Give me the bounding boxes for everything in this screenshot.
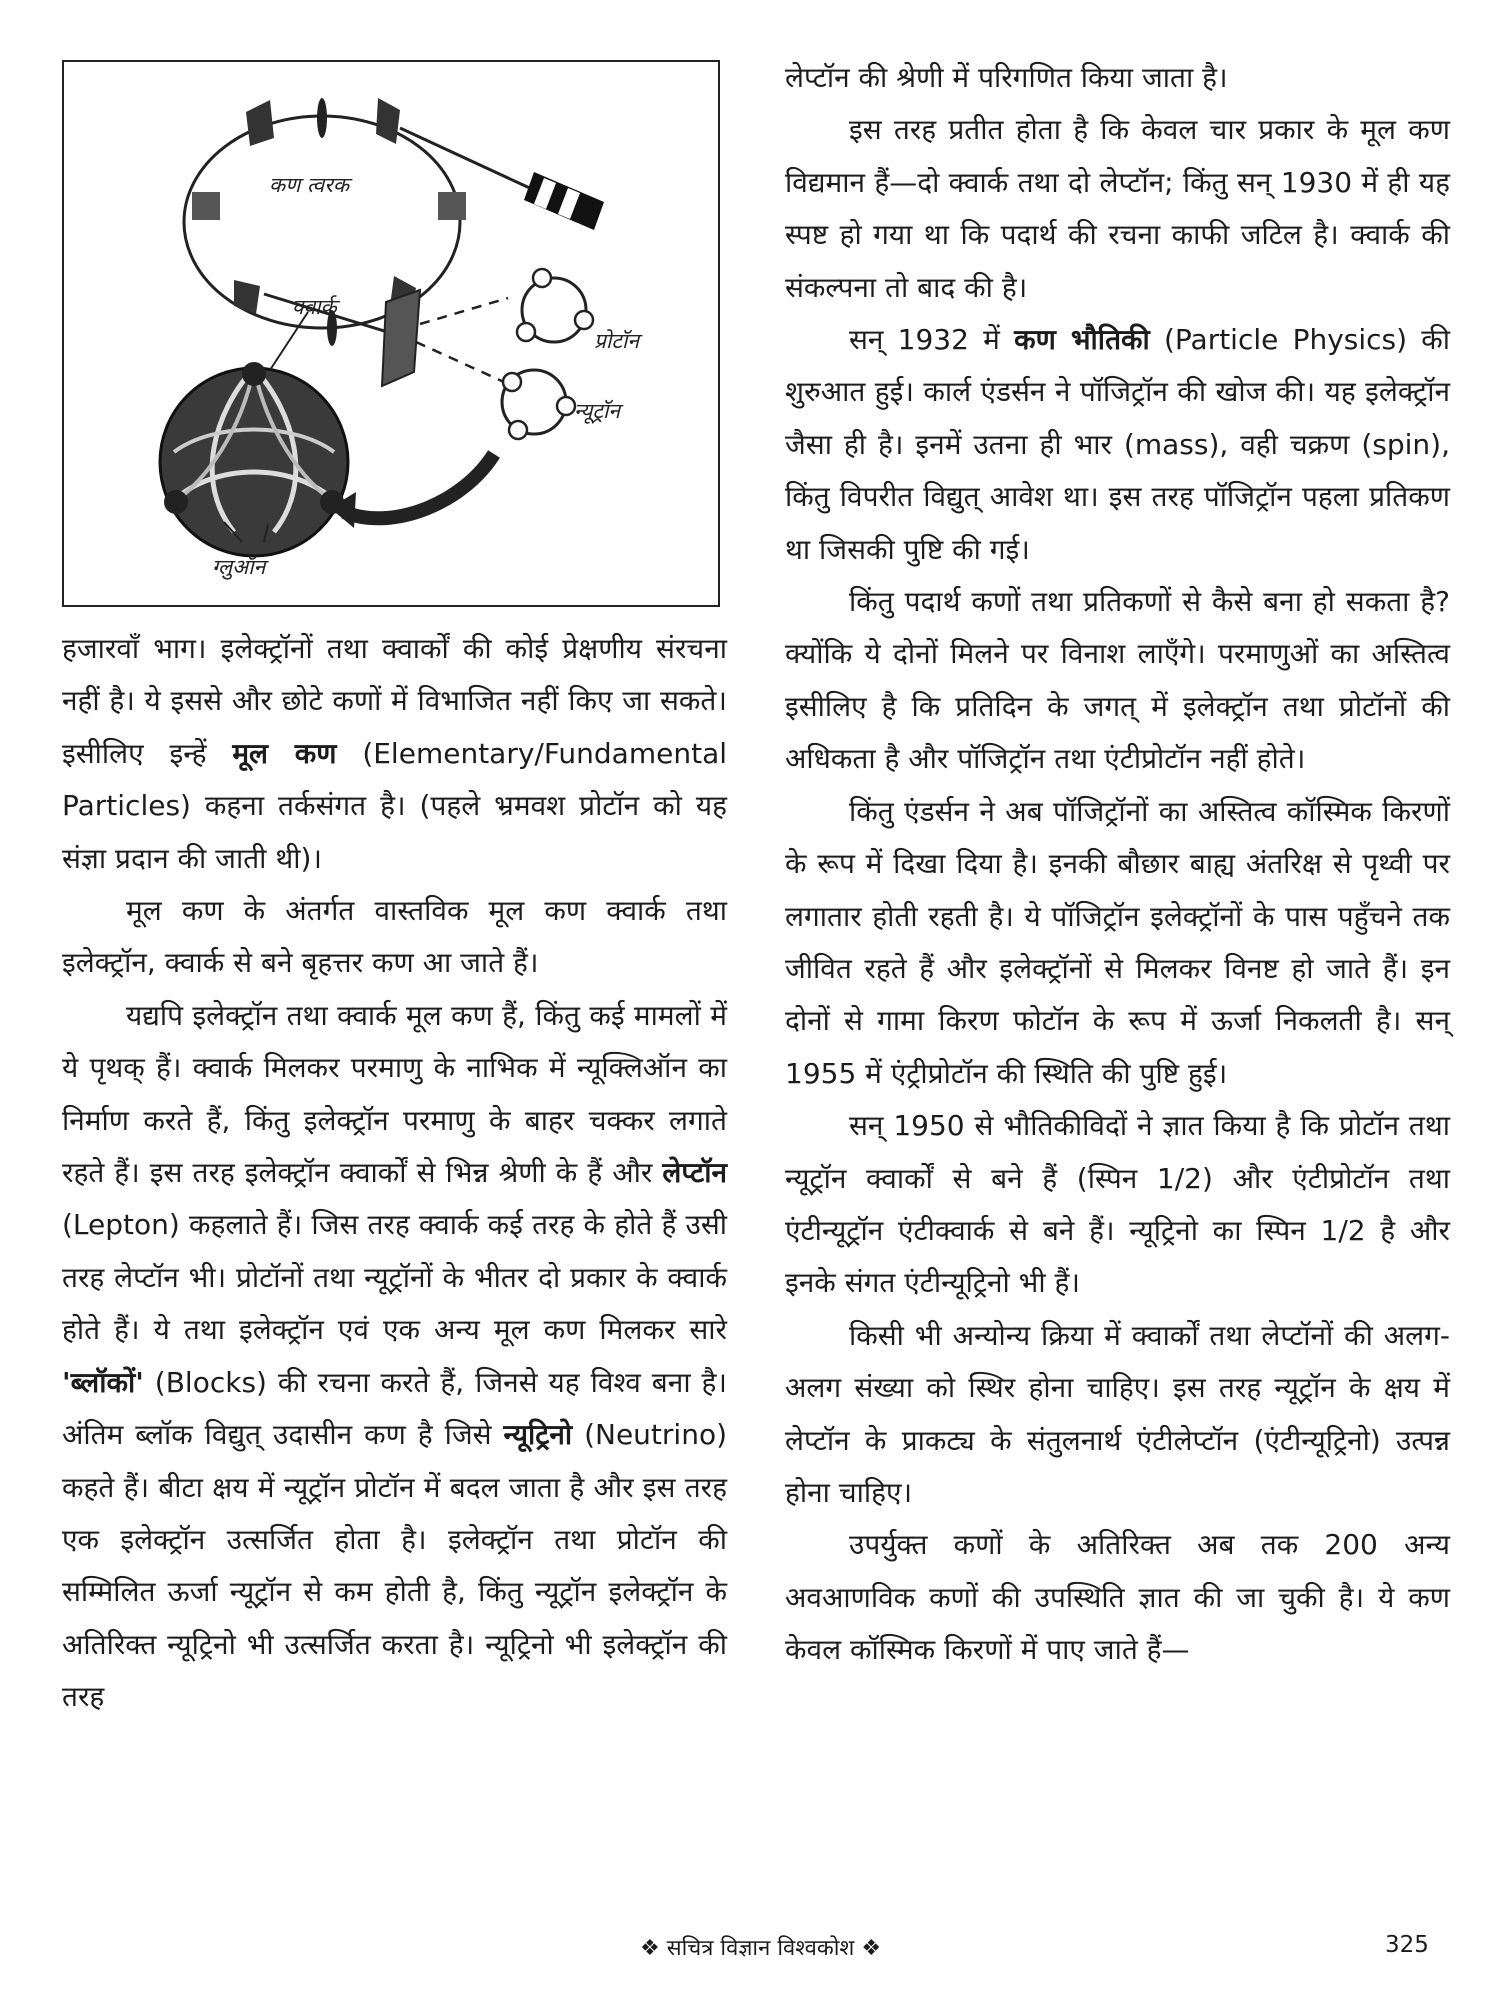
paragraph: किंतु एंडर्सन ने अब पॉजिट्रॉनों का अस्तित्व कॉस्मिक किरणों के रूप में दिखा दिया है। इनकी बौछार बाह्य अंतरिक्ष से पृथ्वी पर लगातार होती रहती है। ये पॉजिट्रॉन इलेक्ट्रॉनों के पास पहुँचने तक जीवित रहते हैं और इलेक्ट्रॉनों से मिलकर विनष्ट हो जाते हैं। इन दोनों से गामा किरण फोटॉन के रूप में ऊर्जा निकलती है। सन् 1955 में एंट्रीप्रोटॉन की स्थिति की पुष्टि हुई। [785,794,1450,1090]
label-proton: प्रोटॉन [594,329,640,353]
page-footer [0,1932,1500,1972]
paragraph: यद्यपि इलेक्ट्रॉन तथा क्वार्क मूल कण हैं, किंतु कई मामलों में ये पृथक् हैं। क्वार्क मिलकर परमाणु के नाभिक में न्यूक्लिऑन का निर्माण करते हैं, किंतु इलेक्ट्रॉन परमाणु के बाहर चक्कर लगाते रहते हैं। इस तरह इलेक्ट्रॉन क्वार्कों से भिन्न श्रेणी के हैं और लेप्टॉन (Lepton) कहलाते हैं। जिस तरह क्वार्क कई तरह के होते हैं उसी तरह लेप्टॉन भी। प्रोटॉनों तथा न्यूट्रॉनों के भीतर दो प्रकार के क्वार्क होते हैं। ये तथा इलेक्ट्रॉन एवं एक अन्य मूल कण मिलकर सारे 'ब्लॉकों' (Blocks) की रचना करते हैं, जिनसे यह विश्व बना है। अंतिम ब्लॉक विद्युत् उदासीन कण है जिसे न्यूट्रिनो (Neutrino) कहते हैं। बीटा क्षय में न्यूट्रॉन प्रोटॉन में बदल जाता है और इस तरह एक इलेक्ट्रॉन उत्सर्जित होता है। इलेक्ट्रॉन तथा प्रोटॉन की सम्मिलित ऊर्जा न्यूट्रॉन से कम होती है, किंतु न्यूट्रॉन इलेक्ट्रॉन के अतिरिक्त न्यूट्रिनो भी उत्सर्जित करता है। न्यूट्रिनो भी इलेक्ट्रॉन की तरह [62,998,727,1714]
proton-diagram [517,269,593,342]
paragraph: किंतु पदार्थ कणों तथा प्रतिकणों से कैसे बना हो सकता है? क्योंकि ये दोनों मिलने पर विनाश लाएँगे। परमाणुओं का अस्तित्व इसीलिए है कि प्रतिदिन के जगत् में इलेक्ट्रॉन तथा प्रोटॉनों की अधिकता है और पॉजिट्रॉन तथा एंटीप्रोटॉन नहीं होते। [785,585,1450,776]
paragraph: सन् 1932 में कण भौतिकी (Particle Physics) की शुरुआत हुई। कार्ल एंडर्सन ने पॉजिट्रॉन की खोज की। यह इलेक्ट्रॉन जैसा ही है। इनमें उतना ही भार (mass), वही चक्रण (spin), किंतु विपरीत विद्युत् आवेश था। इस तरह पॉजिट्रॉन पहला प्रतिकण था जिसकी पुष्टि की गई। [785,323,1450,566]
accelerator-diagram [64,62,718,605]
paragraph: मूल कण के अंतर्गत वास्तविक मूल कण क्वार्क तथा इलेक्ट्रॉन, क्वार्क से बने बृहत्तर कण आ जाते हैं। [62,894,727,980]
label-quark: क्वार्क [292,295,337,319]
left-column [62,52,727,1724]
nucleon-sphere [160,362,348,556]
left-text [62,623,727,1724]
label-accelerator: कण त्वरक [269,173,349,197]
label-gluon: ग्लुऑन [212,555,266,579]
paragraph: इस तरह प्रतीत होता है कि केवल चार प्रकार के मूल कण विद्यमान हैं—दो क्वार्क तथा दो लेप्टॉन; किंतु सन् 1930 में ही यह स्पष्ट हो गया था कि पदार्थ की रचना काफी जटिल है। क्वार्क की संकल्पना तो बाद की है। [785,113,1450,304]
right-column [785,52,1450,1677]
neutron-diagram [502,370,575,439]
paragraph: उपर्युक्त कणों के अतिरिक्त अब तक 200 अन्य अवआणविक कणों की उपस्थिति ज्ञात की जा चुकी है। ये कण केवल कॉस्मिक किरणों में पाए जाते हैं— [785,1528,1450,1667]
paragraph: हजारवाँ भाग। इलेक्ट्रॉनों तथा क्वार्कों की कोई प्रेक्षणीय संरचना नहीं है। ये इससे और छोटे कणों में विभाजित नहीं किए जा सकते। इसीलिए इन्हें मूल कण (Elementary/Fundamental Particles) कहना तर्कसंगत है। (पहले भ्रमवश प्रोटॉन को यह संज्ञा प्रदान की जाती थी)। [62,632,728,875]
paragraph: किसी भी अन्योन्य क्रिया में क्वार्कों तथा लेप्टॉनों की अलग-अलग संख्या को स्थिर होना चाहिए। इस तरह न्यूट्रॉन के क्षय में लेप्टॉन के प्राकट्य के संतुलनार्थ एंटीलेप्टॉन (एंटीन्यूट्रिनो) उत्पन्न होना चाहिए। [785,1318,1450,1509]
particle-accelerator-figure [62,60,720,607]
paragraph: सन् 1950 से भौतिकीविदों ने ज्ञात किया है कि प्रोटॉन तथा न्यूट्रॉन क्वार्कों से बने हैं (स्पिन 1/2) और एंटीप्रोटॉन तथा एंटीन्यूट्रॉन एंटीक्वार्क से बने हैं। न्यूट्रिनो का स्पिन 1/2 है और इनके संगत एंटीन्यूट्रिनो भी हैं। [785,1109,1450,1300]
page-number: 325 [1385,1932,1429,1958]
label-neutron: न्यूट्रॉन [574,399,621,423]
paragraph: लेप्टॉन की श्रेणी में परिगणित किया जाता है। [785,61,1228,94]
book-title: ❖ सचित्र विज्ञान विश्वकोश ❖ [640,1936,882,1961]
detector-block-icon [524,172,604,230]
